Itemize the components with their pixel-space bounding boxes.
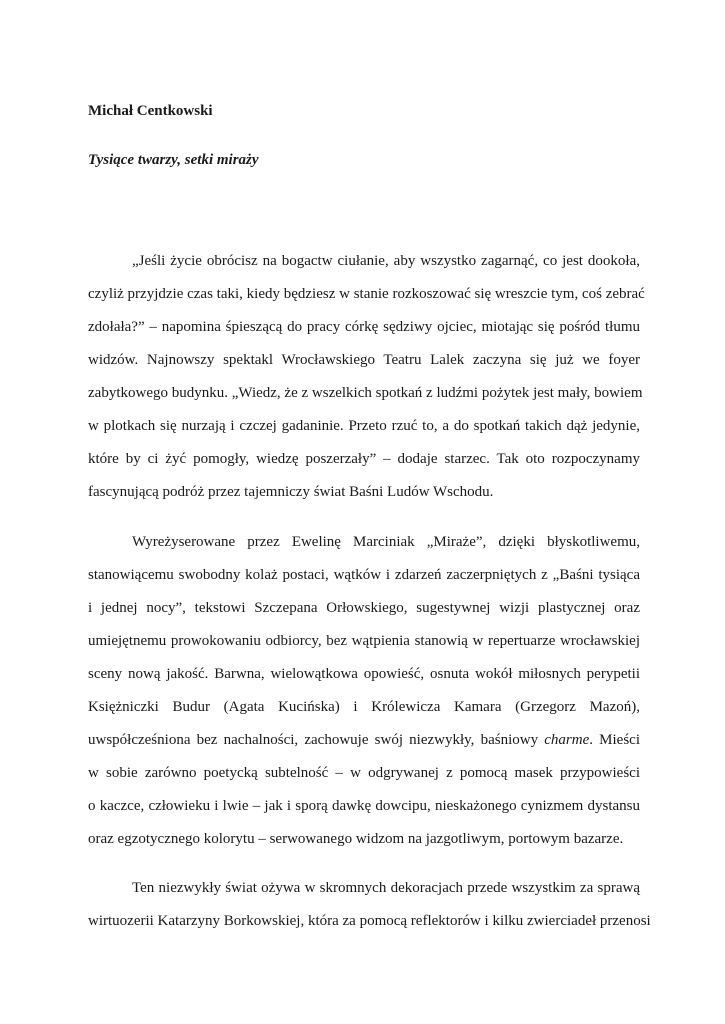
text-line: fascynującą podróż przez tajemniczy świat Baśni Ludów Wschodu. [88, 484, 494, 500]
text-line: uwspółcześniona bez nachalności, zachowuje swój niezwykły, baśniowy charme. Mieści [88, 732, 640, 748]
italic-word: charme [544, 732, 590, 748]
paragraph-3 [88, 878, 651, 944]
text-line: sceny nową jakość. Barwna, wielowątkowa opowieść, osnuta wokół miłosnych perypetii [88, 666, 640, 682]
author-name: Michał Centkowski [88, 103, 213, 119]
text-line: czyliż przyjdzie czas taki, kiedy będziesz w stanie rozkoszować się wreszcie tym, coś zebrać [88, 286, 645, 302]
paragraph-1 [88, 251, 645, 515]
text-line: i jednej nocy”, tekstowi Szczepana Orłowskiego, sugestywnej wizji plastycznej oraz [88, 600, 640, 616]
text-line: zabytkowego budynku. „Wiedz, że z wszelkich spotkań z ludźmi pożytek jest mały, bowiem [88, 385, 643, 401]
text-line: widzów. Najnowszy spektakl Wrocławskiego Teatru Lalek zaczyna się już we foyer [88, 352, 640, 368]
text-line: w sobie zarówno poetycką subtelność – w odgrywanej z pomocą masek przypowieści [88, 765, 640, 781]
paragraph-2 [88, 532, 640, 862]
text-line: stanowiącemu swobodny kolaż postaci, wątków i zdarzeń zaczerpniętych z „Baśni tysiąca [88, 567, 640, 583]
text-line: oraz egzotycznego kolorytu – serwowanego widzom na jazgotliwym, portowym bazarze. [88, 831, 624, 847]
text-line: wirtuozerii Katarzyny Borkowskiej, która za pomocą reflektorów i kilku zwierciadeł przenosi [88, 913, 651, 929]
text-line: „Jeśli życie obrócisz na bogactw ciułanie, aby wszystko zagarnąć, co jest dookoła, [132, 253, 640, 269]
text-line: umiejętnemu prowokowaniu odbiorcy, bez wątpienia stanowią w repertuarze wrocławskiej [88, 633, 640, 649]
article-title: Tysiące twarzy, setki miraży [88, 152, 259, 168]
text-line: o kaczce, człowieku i lwie – jak i sporą dawkę dowcipu, nieskażonego cynizmem dystansu [88, 798, 640, 814]
text-line: w plotkach się nurzają i czczej gadaninie. Przeto rzuć to, a do spotkań takich dąż jedynie, [88, 418, 640, 434]
text-line: Księżniczki Budur (Agata Kucińska) i Królewicza Kamara (Grzegorz Mazoń), [88, 699, 640, 715]
text-line: które by ci żyć pomogły, wiedzę poszerzały” – dodaje starzec. Tak oto rozpoczynamy [88, 451, 640, 467]
text-line: zdołała?” – napomina śpieszącą do pracy córkę sędziwy ojciec, miotając się pośród tłumu [88, 319, 640, 335]
text-line: Ten niezwykły świat ożywa w skromnych dekoracjach przede wszystkim za sprawą [132, 880, 640, 896]
text-line: Wyreżyserowane przez Ewelinę Marciniak „Miraże”, dzięki błyskotliwemu, [132, 534, 640, 550]
